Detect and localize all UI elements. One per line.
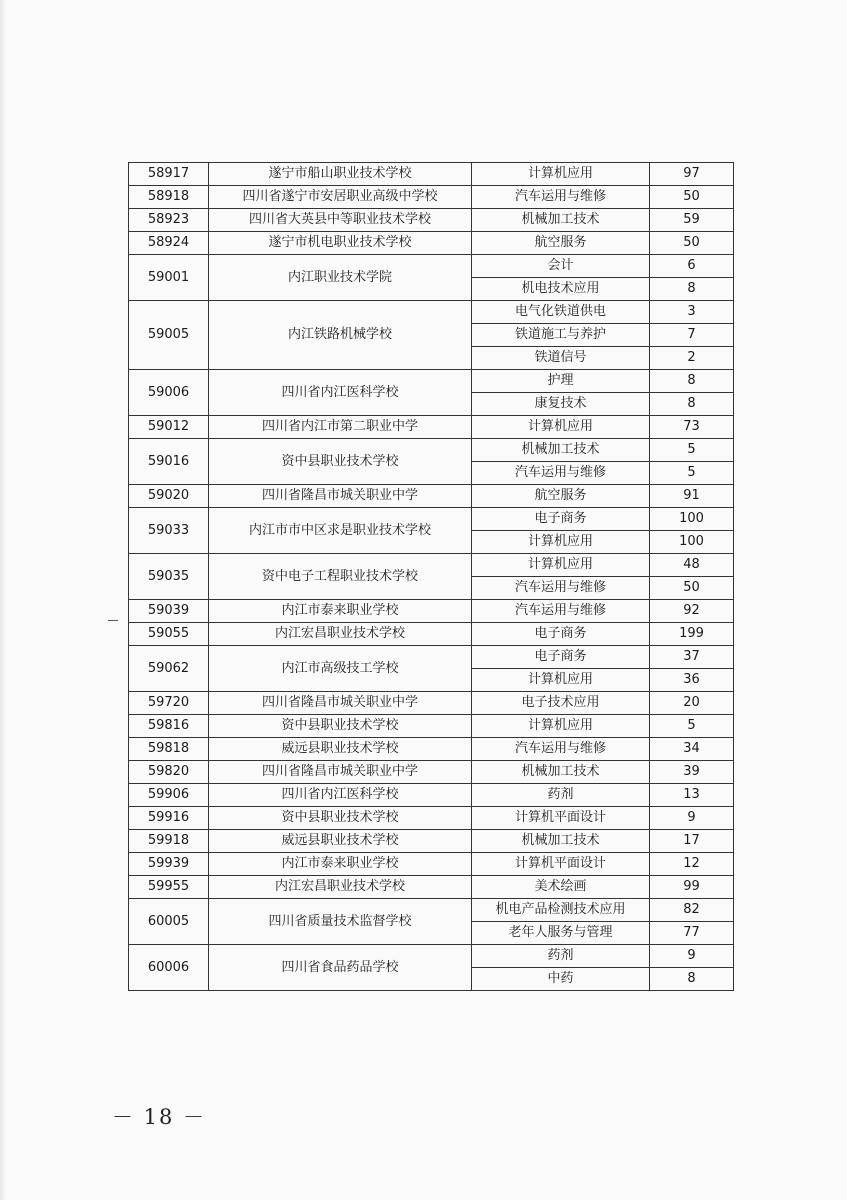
- major-name-cell: 铁道施工与养护: [472, 324, 650, 347]
- enrollment-count-cell: 36: [650, 669, 734, 692]
- enrollment-count-cell: 50: [650, 232, 734, 255]
- school-code-cell: 59020: [129, 485, 209, 508]
- school-name-cell: 四川省内江医科学校: [209, 370, 472, 416]
- enrollment-count-cell: 7: [650, 324, 734, 347]
- school-code-cell: 59001: [129, 255, 209, 301]
- school-name-cell: 资中县职业技术学校: [209, 439, 472, 485]
- enrollment-count-cell: 3: [650, 301, 734, 324]
- enrollment-count-cell: 59: [650, 209, 734, 232]
- enrollment-count-cell: 8: [650, 278, 734, 301]
- school-name-cell: 威远县职业技术学校: [209, 830, 472, 853]
- enrollment-count-cell: 17: [650, 830, 734, 853]
- table-row: [129, 761, 734, 784]
- school-code-cell: 59035: [129, 554, 209, 600]
- table-row: [129, 692, 734, 715]
- enrollment-count-cell: 34: [650, 738, 734, 761]
- enrollment-count-cell: 13: [650, 784, 734, 807]
- school-name-cell: 内江宏昌职业技术学校: [209, 876, 472, 899]
- enrollment-count-cell: 6: [650, 255, 734, 278]
- table-row: [129, 163, 734, 186]
- school-name-cell: 内江职业技术学院: [209, 255, 472, 301]
- school-code-cell: 58923: [129, 209, 209, 232]
- major-name-cell: 机械加工技术: [472, 439, 650, 462]
- major-name-cell: 机电产品检测技术应用: [472, 899, 650, 922]
- major-name-cell: 电子商务: [472, 623, 650, 646]
- school-name-cell: 四川省内江医科学校: [209, 784, 472, 807]
- school-code-cell: 60005: [129, 899, 209, 945]
- major-name-cell: 计算机应用: [472, 531, 650, 554]
- table-row: [129, 301, 734, 324]
- table-row: [129, 554, 734, 577]
- enrollment-count-cell: 39: [650, 761, 734, 784]
- table-row: [129, 209, 734, 232]
- enrollment-count-cell: 100: [650, 508, 734, 531]
- enrollment-count-cell: 5: [650, 462, 734, 485]
- major-name-cell: 计算机应用: [472, 669, 650, 692]
- school-code-cell: 59005: [129, 301, 209, 370]
- major-name-cell: 机械加工技术: [472, 830, 650, 853]
- major-name-cell: 中药: [472, 968, 650, 991]
- school-code-cell: 59916: [129, 807, 209, 830]
- enrollment-count-cell: 100: [650, 531, 734, 554]
- school-name-cell: 资中县职业技术学校: [209, 715, 472, 738]
- major-name-cell: 汽车运用与维修: [472, 738, 650, 761]
- page-edge-shadow: [0, 0, 6, 1200]
- enrollment-count-cell: 48: [650, 554, 734, 577]
- school-code-cell: 58918: [129, 186, 209, 209]
- major-name-cell: 计算机应用: [472, 554, 650, 577]
- table-row: [129, 807, 734, 830]
- enrollment-count-cell: 82: [650, 899, 734, 922]
- enrollment-count-cell: 9: [650, 945, 734, 968]
- enrollment-table-body: [129, 163, 734, 991]
- enrollment-count-cell: 5: [650, 715, 734, 738]
- school-code-cell: 59012: [129, 416, 209, 439]
- school-name-cell: 资中电子工程职业技术学校: [209, 554, 472, 600]
- major-name-cell: 美术绘画: [472, 876, 650, 899]
- major-name-cell: 汽车运用与维修: [472, 577, 650, 600]
- school-code-cell: 59016: [129, 439, 209, 485]
- major-name-cell: 计算机应用: [472, 163, 650, 186]
- enrollment-count-cell: 92: [650, 600, 734, 623]
- major-name-cell: 电子商务: [472, 508, 650, 531]
- table-row: [129, 255, 734, 278]
- major-name-cell: 电子商务: [472, 646, 650, 669]
- table-row: [129, 600, 734, 623]
- school-code-cell: 59955: [129, 876, 209, 899]
- table-row: [129, 853, 734, 876]
- table-row: [129, 945, 734, 968]
- enrollment-count-cell: 73: [650, 416, 734, 439]
- major-name-cell: 药剂: [472, 784, 650, 807]
- school-code-cell: 58917: [129, 163, 209, 186]
- table-row: [129, 738, 734, 761]
- page-number: － 18 －: [112, 1105, 207, 1129]
- school-name-cell: 威远县职业技术学校: [209, 738, 472, 761]
- enrollment-count-cell: 50: [650, 577, 734, 600]
- table-row: [129, 186, 734, 209]
- school-code-cell: 59816: [129, 715, 209, 738]
- enrollment-table: [128, 162, 734, 991]
- major-name-cell: 汽车运用与维修: [472, 600, 650, 623]
- major-name-cell: 汽车运用与维修: [472, 186, 650, 209]
- enrollment-count-cell: 37: [650, 646, 734, 669]
- table-row: [129, 623, 734, 646]
- table-row: [129, 439, 734, 462]
- major-name-cell: 老年人服务与管理: [472, 922, 650, 945]
- school-name-cell: 内江市泰来职业学校: [209, 600, 472, 623]
- school-name-cell: 四川省食品药品学校: [209, 945, 472, 991]
- margin-dash-mark: [108, 620, 118, 621]
- table-row: [129, 416, 734, 439]
- school-code-cell: 59939: [129, 853, 209, 876]
- school-name-cell: 内江市市中区求是职业技术学校: [209, 508, 472, 554]
- table-row: [129, 784, 734, 807]
- school-code-cell: 59720: [129, 692, 209, 715]
- major-name-cell: 计算机应用: [472, 416, 650, 439]
- major-name-cell: 计算机应用: [472, 715, 650, 738]
- school-code-cell: 59906: [129, 784, 209, 807]
- enrollment-count-cell: 8: [650, 968, 734, 991]
- school-code-cell: 59039: [129, 600, 209, 623]
- table-row: [129, 508, 734, 531]
- major-name-cell: 汽车运用与维修: [472, 462, 650, 485]
- school-name-cell: 内江铁路机械学校: [209, 301, 472, 370]
- enrollment-count-cell: 199: [650, 623, 734, 646]
- school-code-cell: 59006: [129, 370, 209, 416]
- table-row: [129, 899, 734, 922]
- table-row: [129, 232, 734, 255]
- school-code-cell: 59062: [129, 646, 209, 692]
- school-code-cell: 59820: [129, 761, 209, 784]
- enrollment-count-cell: 91: [650, 485, 734, 508]
- enrollment-count-cell: 99: [650, 876, 734, 899]
- enrollment-count-cell: 97: [650, 163, 734, 186]
- major-name-cell: 康复技术: [472, 393, 650, 416]
- school-code-cell: 59033: [129, 508, 209, 554]
- enrollment-count-cell: 77: [650, 922, 734, 945]
- enrollment-count-cell: 5: [650, 439, 734, 462]
- enrollment-count-cell: 12: [650, 853, 734, 876]
- major-name-cell: 电气化铁道供电: [472, 301, 650, 324]
- school-name-cell: 内江宏昌职业技术学校: [209, 623, 472, 646]
- school-code-cell: 59818: [129, 738, 209, 761]
- enrollment-count-cell: 20: [650, 692, 734, 715]
- major-name-cell: 机械加工技术: [472, 209, 650, 232]
- school-name-cell: 四川省内江市第二职业中学: [209, 416, 472, 439]
- major-name-cell: 会计: [472, 255, 650, 278]
- enrollment-count-cell: 2: [650, 347, 734, 370]
- major-name-cell: 机械加工技术: [472, 761, 650, 784]
- table-row: [129, 646, 734, 669]
- school-code-cell: 58924: [129, 232, 209, 255]
- table-row: [129, 370, 734, 393]
- enrollment-count-cell: 8: [650, 370, 734, 393]
- school-name-cell: 四川省隆昌市城关职业中学: [209, 692, 472, 715]
- major-name-cell: 航空服务: [472, 485, 650, 508]
- school-name-cell: 内江市泰来职业学校: [209, 853, 472, 876]
- school-code-cell: 60006: [129, 945, 209, 991]
- enrollment-count-cell: 9: [650, 807, 734, 830]
- table-row: [129, 715, 734, 738]
- major-name-cell: 药剂: [472, 945, 650, 968]
- school-name-cell: 四川省质量技术监督学校: [209, 899, 472, 945]
- table-row: [129, 876, 734, 899]
- enrollment-count-cell: 50: [650, 186, 734, 209]
- major-name-cell: 航空服务: [472, 232, 650, 255]
- school-name-cell: 四川省大英县中等职业技术学校: [209, 209, 472, 232]
- major-name-cell: 计算机平面设计: [472, 807, 650, 830]
- major-name-cell: 计算机平面设计: [472, 853, 650, 876]
- enrollment-count-cell: 8: [650, 393, 734, 416]
- table-row: [129, 830, 734, 853]
- major-name-cell: 铁道信号: [472, 347, 650, 370]
- school-name-cell: 四川省遂宁市安居职业高级中学校: [209, 186, 472, 209]
- school-name-cell: 资中县职业技术学校: [209, 807, 472, 830]
- school-code-cell: 59918: [129, 830, 209, 853]
- school-name-cell: 四川省隆昌市城关职业中学: [209, 761, 472, 784]
- table-row: [129, 485, 734, 508]
- school-code-cell: 59055: [129, 623, 209, 646]
- major-name-cell: 电子技术应用: [472, 692, 650, 715]
- major-name-cell: 护理: [472, 370, 650, 393]
- school-name-cell: 遂宁市船山职业技术学校: [209, 163, 472, 186]
- major-name-cell: 机电技术应用: [472, 278, 650, 301]
- school-name-cell: 四川省隆昌市城关职业中学: [209, 485, 472, 508]
- school-name-cell: 内江市高级技工学校: [209, 646, 472, 692]
- school-name-cell: 遂宁市机电职业技术学校: [209, 232, 472, 255]
